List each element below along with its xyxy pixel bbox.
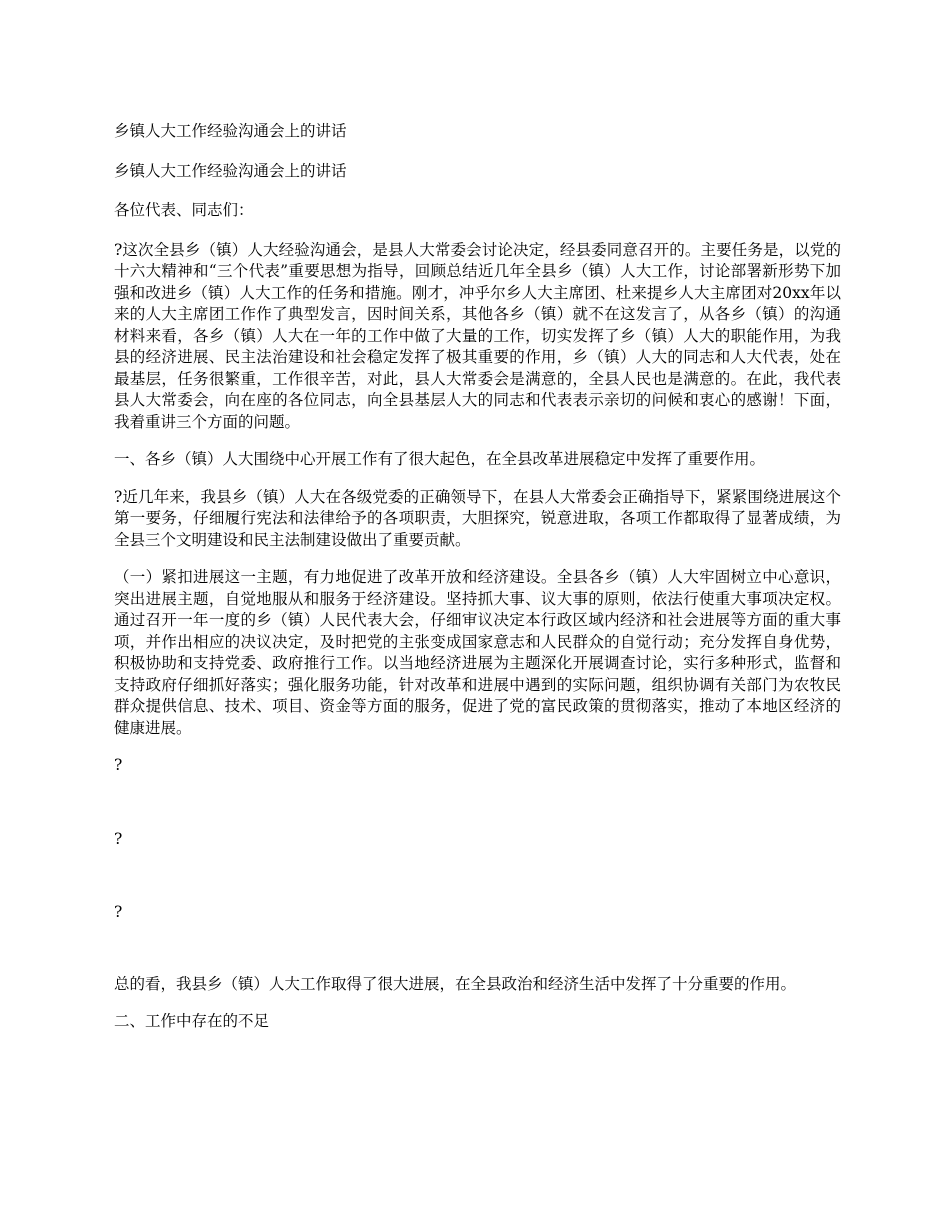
placeholder-mark: ?	[114, 756, 123, 774]
paragraph-achievements: ?近几年来，我县乡（镇）人大在各级党委的正确领导下，在县人大常委会正确指导下，紧紧围绕进展这个第一要务，仔细履行宪法和法律给予的各项职责，大胆探究，锐意进取，各项工作都取得了显著成绩，为全县三个文明建设和民主法制建设做出了重要贡献。	[114, 487, 841, 549]
section-heading-two: 二、工作中存在的不足	[114, 1012, 270, 1030]
paragraph-summary: 总的看，我县乡（镇）人大工作取得了很大进展，在全县政治和经济生活中发挥了十分重要的作用。	[114, 974, 797, 993]
paragraph-subsection-one: （一）紧扣进展这一主题，有力地促进了改革开放和经济建设。全县各乡（镇）人大牢固树立中心意识，突出进展主题，自觉地服从和服务于经济建设。坚持抓大事、议大事的原则，依法行使重大事项决定权。通过召开一年一度的乡（镇）人民代表大会，仔细审议决定本行政区域内经济和社会进展等方面的重大事项，并作出相应的决议决定，及时把党的主张变成国家意志和人民群众的自觉行动；充分发挥自身优势，积极协助和支持党委、政府推行工作。以当地经济进展为主题深化开展调查讨论，实行多种形式，监督和支持政府仔细抓好落实；强化服务功能，针对改革和进展中遇到的实际问题，组织协调有关部门为农牧民群众提供信息、技术、项目、资金等方面的服务，促进了党的富民政策的贯彻落实，推动了本地区经济的健康进展。	[114, 568, 841, 737]
document-page	[114, 121, 841, 1049]
document-subtitle: 乡镇人大工作经验沟通会上的讲话	[114, 161, 347, 180]
placeholder-mark: ?	[114, 903, 123, 921]
document-title: 乡镇人大工作经验沟通会上的讲话	[114, 122, 347, 140]
salutation: 各位代表、同志们：	[114, 201, 254, 219]
paragraph-opening: ?这次全县乡（镇）人大经验沟通会，是县人大常委会讨论决定，经县委同意召开的。主要任务是，以党的十六大精神和“三个代表”重要思想为指导，回顾总结近几年全县乡（镇）人大工作，讨论部署新形势下加强和改进乡（镇）人大工作的任务和措施。刚才，冲乎尔乡人大主席团、杜来提乡人大主席团对20xx年以来的人大主席团工作作了典型发言，因时间关系，其他各乡（镇）就不在这发言了，从各乡（镇）的沟通材料来看，各乡（镇）人大在一年的工作中做了大量的工作，切实发挥了乡（镇）人大的职能作用，为我县的经济进展、民主法治建设和社会稳定发挥了极其重要的作用，乡（镇）人大的同志和人大代表，处在最基层，任务很繁重，工作很辛苦，对此，县人大常委会是满意的，全县人民也是满意的。在此，我代表县人大常委会，向在座的各位同志，向全县基层人大的同志和代表表示亲切的问候和衷心的感谢！下面，我着重讲三个方面的问题。	[114, 240, 841, 431]
placeholder-mark: ?	[114, 829, 123, 848]
section-heading-one: 一、各乡（镇）人大围绕中心开展工作有了很大起色，在全县改革进展稳定中发挥了重要作用。	[114, 450, 766, 468]
